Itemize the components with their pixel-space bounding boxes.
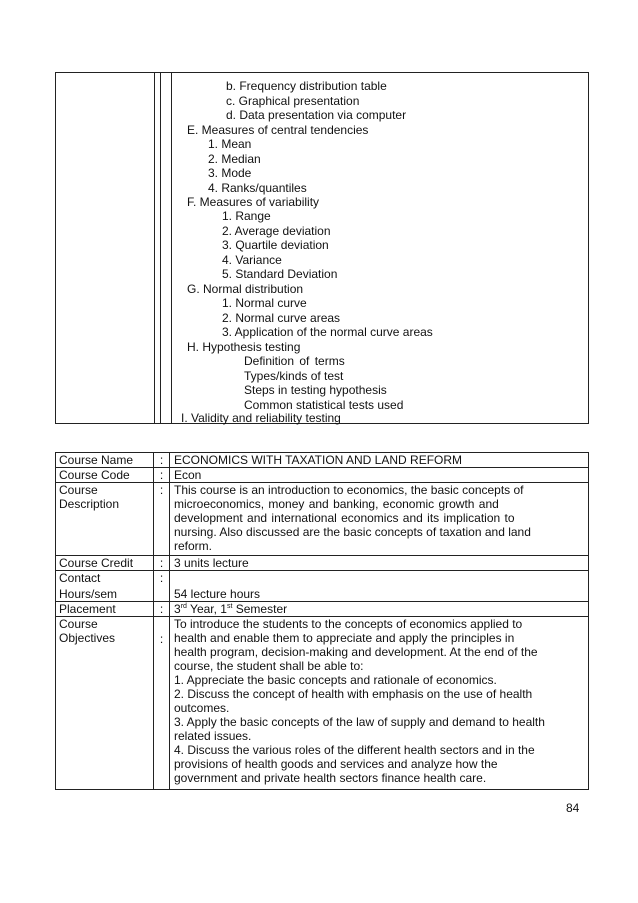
course-objectives-label: Course <box>59 617 98 631</box>
contact-hours-label: Contact <box>59 571 101 585</box>
outline-item: Common statistical tests used <box>244 398 404 412</box>
objectives-line: 2. Discuss the concept of health with emphasis on the use of health <box>174 687 533 701</box>
description-line: microeconomics, money and banking, economic growth and <box>174 497 499 511</box>
outline-item: Types/kinds of test <box>244 369 344 383</box>
objectives-line: related issues. <box>174 729 252 743</box>
objectives-line: To introduce the students to the concepts of economics applied to <box>174 617 523 631</box>
outline-item: 4. Variance <box>222 253 282 267</box>
placement-value: 3rd Year, 1st Semester <box>174 602 288 616</box>
outline-heading: G. Normal distribution <box>187 282 304 296</box>
objectives-line: outcomes. <box>174 701 230 715</box>
outline-item: 3. Quartile deviation <box>222 238 329 252</box>
colon: : <box>159 602 164 616</box>
outline-heading: E. Measures of central tendencies <box>187 123 369 137</box>
placement-row <box>56 602 588 617</box>
outline-item: 1. Normal curve <box>222 296 307 310</box>
description-line: nursing. Also discussed are the basic concepts of taxation and land <box>174 525 531 539</box>
course-code-value: Econ <box>174 468 202 482</box>
outline-item: c. Graphical presentation <box>226 94 360 108</box>
course-code-row <box>56 468 588 483</box>
colon: : <box>159 453 164 467</box>
objectives-line: course, the student shall be able to: <box>174 659 364 673</box>
course-credit-label: Course Credit <box>59 556 134 570</box>
outline-item: 3. Application of the normal curve areas <box>222 325 433 339</box>
course-objectives-row <box>56 617 588 789</box>
outline-item: Steps in testing hypothesis <box>244 383 387 397</box>
placement-label: Placement <box>59 602 116 616</box>
description-line: This course is an introduction to economics, the basic concepts of <box>174 483 524 497</box>
outline-heading: F. Measures of variability <box>187 195 320 209</box>
colon: : <box>159 556 164 570</box>
outline-item: 4. Ranks/quantiles <box>208 181 307 195</box>
colon: : <box>159 468 164 482</box>
outline-table <box>55 72 589 424</box>
outline-item: 2. Normal curve areas <box>222 311 341 325</box>
outline-list <box>56 73 588 423</box>
outline-heading: I. Validity and reliability testing <box>181 411 341 425</box>
course-description-row <box>56 483 588 556</box>
course-code-label: Course Code <box>59 468 130 482</box>
course-description-label: Description <box>59 497 120 511</box>
colon: : <box>159 632 164 646</box>
outline-item: 3. Mode <box>208 166 252 180</box>
course-credit-value: 3 units lecture <box>174 556 249 570</box>
objectives-line: health program, decision-making and development. At the end of the <box>174 645 538 659</box>
objectives-line: 4. Discuss the various roles of the different health sectors and in the <box>174 743 535 757</box>
course-objectives-label: Objectives <box>59 631 116 645</box>
outline-item: 1. Range <box>222 209 271 223</box>
colon: : <box>159 483 164 497</box>
course-description-label: Course <box>59 483 98 497</box>
contact-hours-label: Hours/sem <box>59 587 118 601</box>
outline-item: Definition of terms <box>244 354 345 368</box>
course-info-table <box>55 452 589 790</box>
course-name-label: Course Name <box>59 453 134 467</box>
objectives-line: government and private health sectors finance health care. <box>174 771 487 785</box>
objectives-line: 1. Appreciate the basic concepts and rationale of economics. <box>174 673 497 687</box>
contact-hours-row <box>56 571 588 602</box>
description-line: development and international economics and its implication to <box>174 511 515 525</box>
colon: : <box>159 571 164 585</box>
contact-hours-value: 54 lecture hours <box>174 587 261 601</box>
objectives-line: provisions of health goods and services and analyze how the <box>174 757 498 771</box>
course-credit-row <box>56 556 588 571</box>
outline-item: 1. Mean <box>208 137 252 151</box>
outline-item: b. Frequency distribution table <box>226 79 387 93</box>
course-name-value: ECONOMICS WITH TAXATION AND LAND REFORM <box>174 453 463 467</box>
outline-heading: H. Hypothesis testing <box>187 340 301 354</box>
description-line: reform. <box>174 539 213 553</box>
outline-item: 2. Median <box>208 152 261 166</box>
outline-item: 2. Average deviation <box>222 224 331 238</box>
outline-item: 5. Standard Deviation <box>222 267 338 281</box>
objectives-line: 3. Apply the basic concepts of the law of supply and demand to health <box>174 715 545 729</box>
course-name-row <box>56 453 588 468</box>
page-number: 84 <box>566 801 580 815</box>
outline-item: d. Data presentation via computer <box>226 108 407 122</box>
objectives-line: health and enable them to appreciate and apply the principles in <box>174 631 515 645</box>
